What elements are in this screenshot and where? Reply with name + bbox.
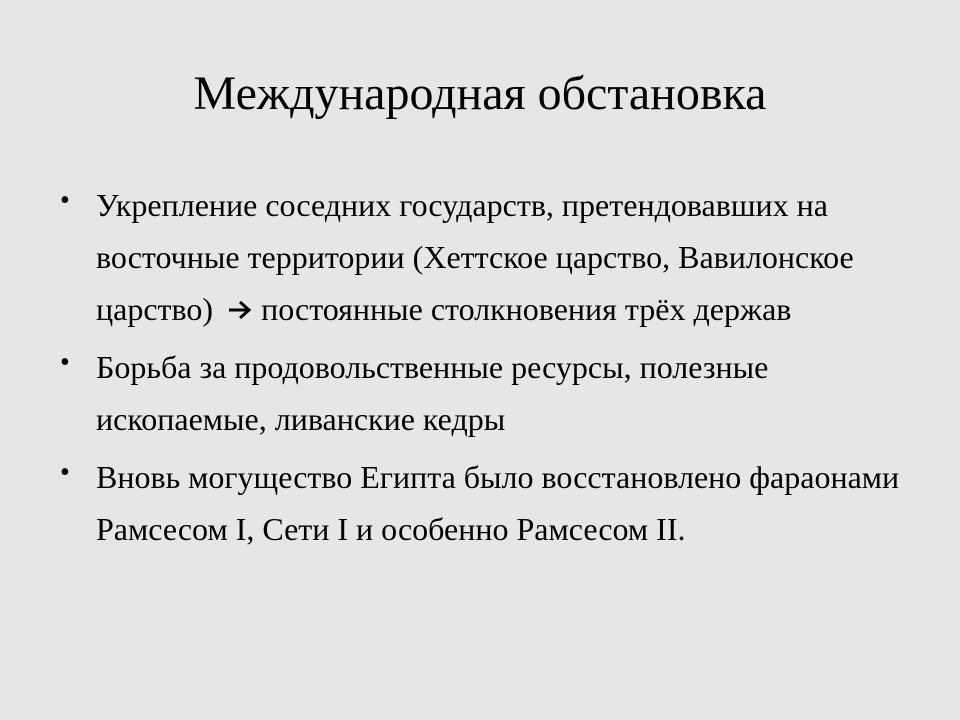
bullet-mark: • [60,457,70,488]
bullet-item-3 [60,451,920,555]
bullet-mark: • [60,185,70,216]
bullet-text-1-after: постоянные столкновения трёх держав [261,291,792,327]
bullet-text-3: Вновь могущество Египта было восстановлено фараонами Рамсесом I, Сети I и особенно Рамсесом II. [96,459,900,547]
slide-title: Международная обстановка [193,67,767,120]
bullet-text-1-before: Укрепление соседних государств, претендовавших на восточные территории (Хеттское царство, Вавилонское царство) [96,187,854,327]
right-arrow-icon [227,299,253,321]
bullet-mark: • [60,347,70,378]
bullet-item-1 [60,179,920,335]
bullet-item-2 [60,341,920,445]
bullet-text-2: Борьба за продовольственные ресурсы, полезные ископаемые, ливанские кедры [96,349,769,437]
bullet-list [60,179,920,561]
